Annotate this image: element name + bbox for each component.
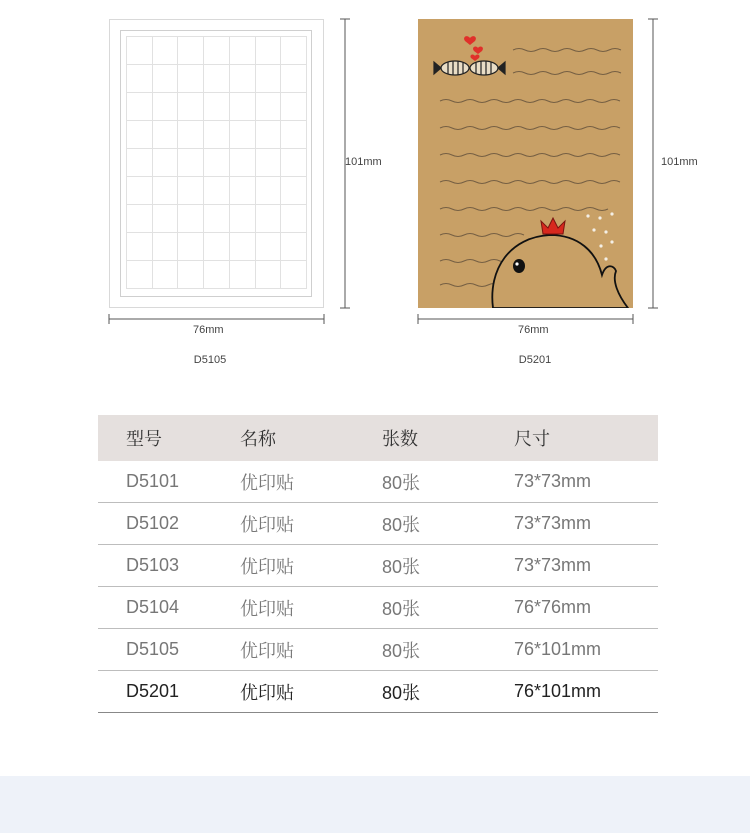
cell-count: 80张 bbox=[381, 671, 513, 713]
cell-model: D5104 bbox=[98, 587, 239, 629]
cell-model: D5105 bbox=[98, 629, 239, 671]
height-label: 101mm bbox=[661, 156, 698, 168]
cell-size: 73*73mm bbox=[513, 461, 658, 503]
cell-size: 76*101mm bbox=[513, 671, 658, 713]
cell-count: 80张 bbox=[381, 629, 513, 671]
cell-count: 80张 bbox=[381, 503, 513, 545]
width-label: 76mm bbox=[193, 324, 224, 336]
table-row bbox=[98, 545, 658, 587]
spec-table bbox=[98, 415, 658, 713]
model-label: D5105 bbox=[193, 354, 227, 366]
cell-model: D5201 bbox=[98, 671, 239, 713]
header-name: 名称 bbox=[239, 415, 381, 461]
header-count: 张数 bbox=[381, 415, 513, 461]
table-row bbox=[98, 629, 658, 671]
cell-name: 优印贴 bbox=[239, 587, 381, 629]
cell-count: 80张 bbox=[381, 461, 513, 503]
cell-size: 76*101mm bbox=[513, 629, 658, 671]
header-model: 型号 bbox=[98, 415, 239, 461]
cell-name: 优印贴 bbox=[239, 461, 381, 503]
cell-size: 76*76mm bbox=[513, 587, 658, 629]
dimension-lines bbox=[0, 0, 750, 340]
table-row bbox=[98, 503, 658, 545]
footer-band bbox=[0, 776, 750, 833]
model-label: D5201 bbox=[518, 354, 552, 366]
cell-size: 73*73mm bbox=[513, 503, 658, 545]
cell-model: D5103 bbox=[98, 545, 239, 587]
cell-name: 优印贴 bbox=[239, 545, 381, 587]
cell-name: 优印贴 bbox=[239, 629, 381, 671]
width-label: 76mm bbox=[518, 324, 549, 336]
table-row bbox=[98, 461, 658, 503]
table-header-row bbox=[98, 415, 658, 461]
cell-model: D5101 bbox=[98, 461, 239, 503]
table-row-highlighted bbox=[98, 671, 658, 713]
cell-name: 优印贴 bbox=[239, 671, 381, 713]
height-label: 101mm bbox=[345, 156, 382, 168]
cell-size: 73*73mm bbox=[513, 545, 658, 587]
cell-name: 优印贴 bbox=[239, 503, 381, 545]
cell-count: 80张 bbox=[381, 545, 513, 587]
table-row bbox=[98, 587, 658, 629]
header-size: 尺寸 bbox=[513, 415, 658, 461]
cell-model: D5102 bbox=[98, 503, 239, 545]
cell-count: 80张 bbox=[381, 587, 513, 629]
